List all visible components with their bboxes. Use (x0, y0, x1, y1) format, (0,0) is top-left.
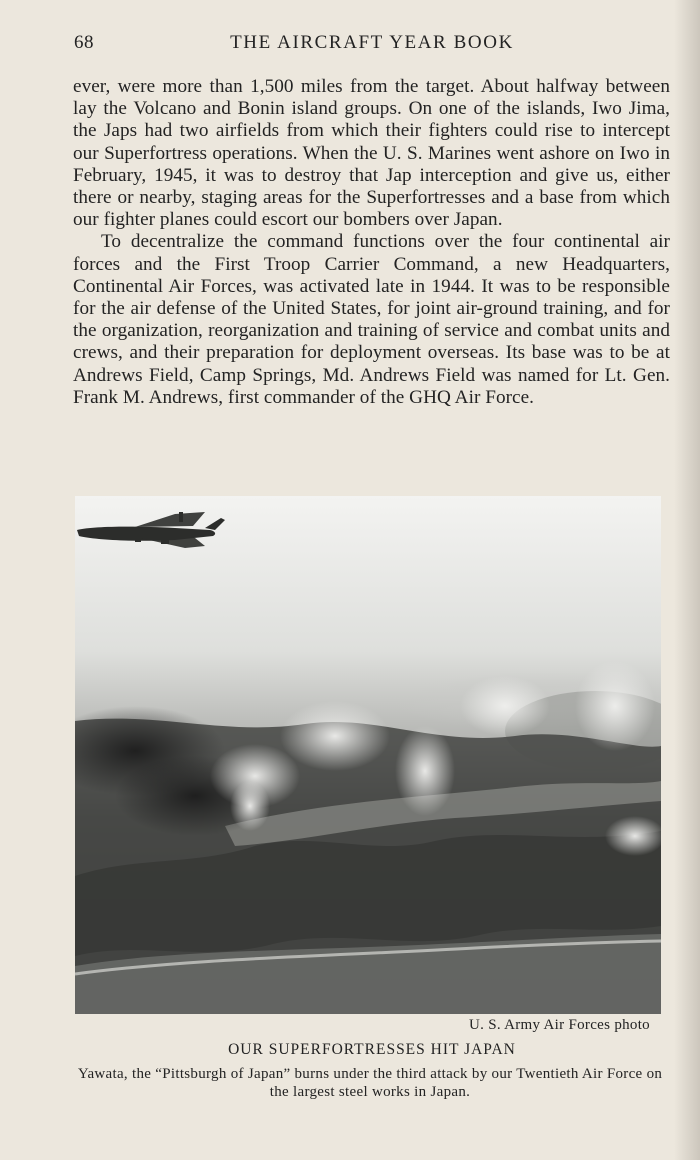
body-text (73, 76, 670, 409)
page-edge-shadow (674, 0, 700, 1160)
paragraph-2: To decentralize the command functions over the four continental air forces and the First Troop Carrier Command, a new Headquarters, Continental Air Forces, was activated late in 1944. It was to be responsible for the air defense of the United States, for joint air-ground training, and for the organization, reorganization and training of service and combat units and crews, and their preparation for deployment overseas. Its base was to be at Andrews Field, Camp Springs, Md. Andrews Field was named for Lt. Gen. Frank M. Andrews, first commander of the GHQ Air Force. (73, 231, 670, 408)
caption-title: OUR SUPERFORTRESSES HIT JAPAN (228, 1041, 516, 1058)
running-title: THE AIRCRAFT YEAR BOOK (230, 32, 514, 53)
photo-credit: U. S. Army Air Forces photo (468, 1017, 650, 1033)
caption-text: Yawata, the “Pittsburgh of Japan” burns under the third attack by our Twentieth Air Force on the largest steel works in Japan. (77, 1066, 663, 1100)
paragraph-1: ever, were more than 1,500 miles from the target. About halfway between lay the Volcano and Bonin island groups. On one of the islands, Iwo Jima, the Japs had two airfields from which their fighters could rise to intercept our Superfortress operations. When the U. S. Marines went ashore on Iwo in February, 1945, it was to destroy that Jap interception and give us, either there or nearby, staging areas for the Superfortresses and a base from which our fighter planes could escort our bombers over Japan. (73, 76, 670, 231)
page-number: 68 (74, 32, 94, 53)
page-header (74, 32, 670, 60)
photo-graphic (75, 496, 661, 1014)
aerial-photo-yawata-bombing (75, 496, 661, 1014)
